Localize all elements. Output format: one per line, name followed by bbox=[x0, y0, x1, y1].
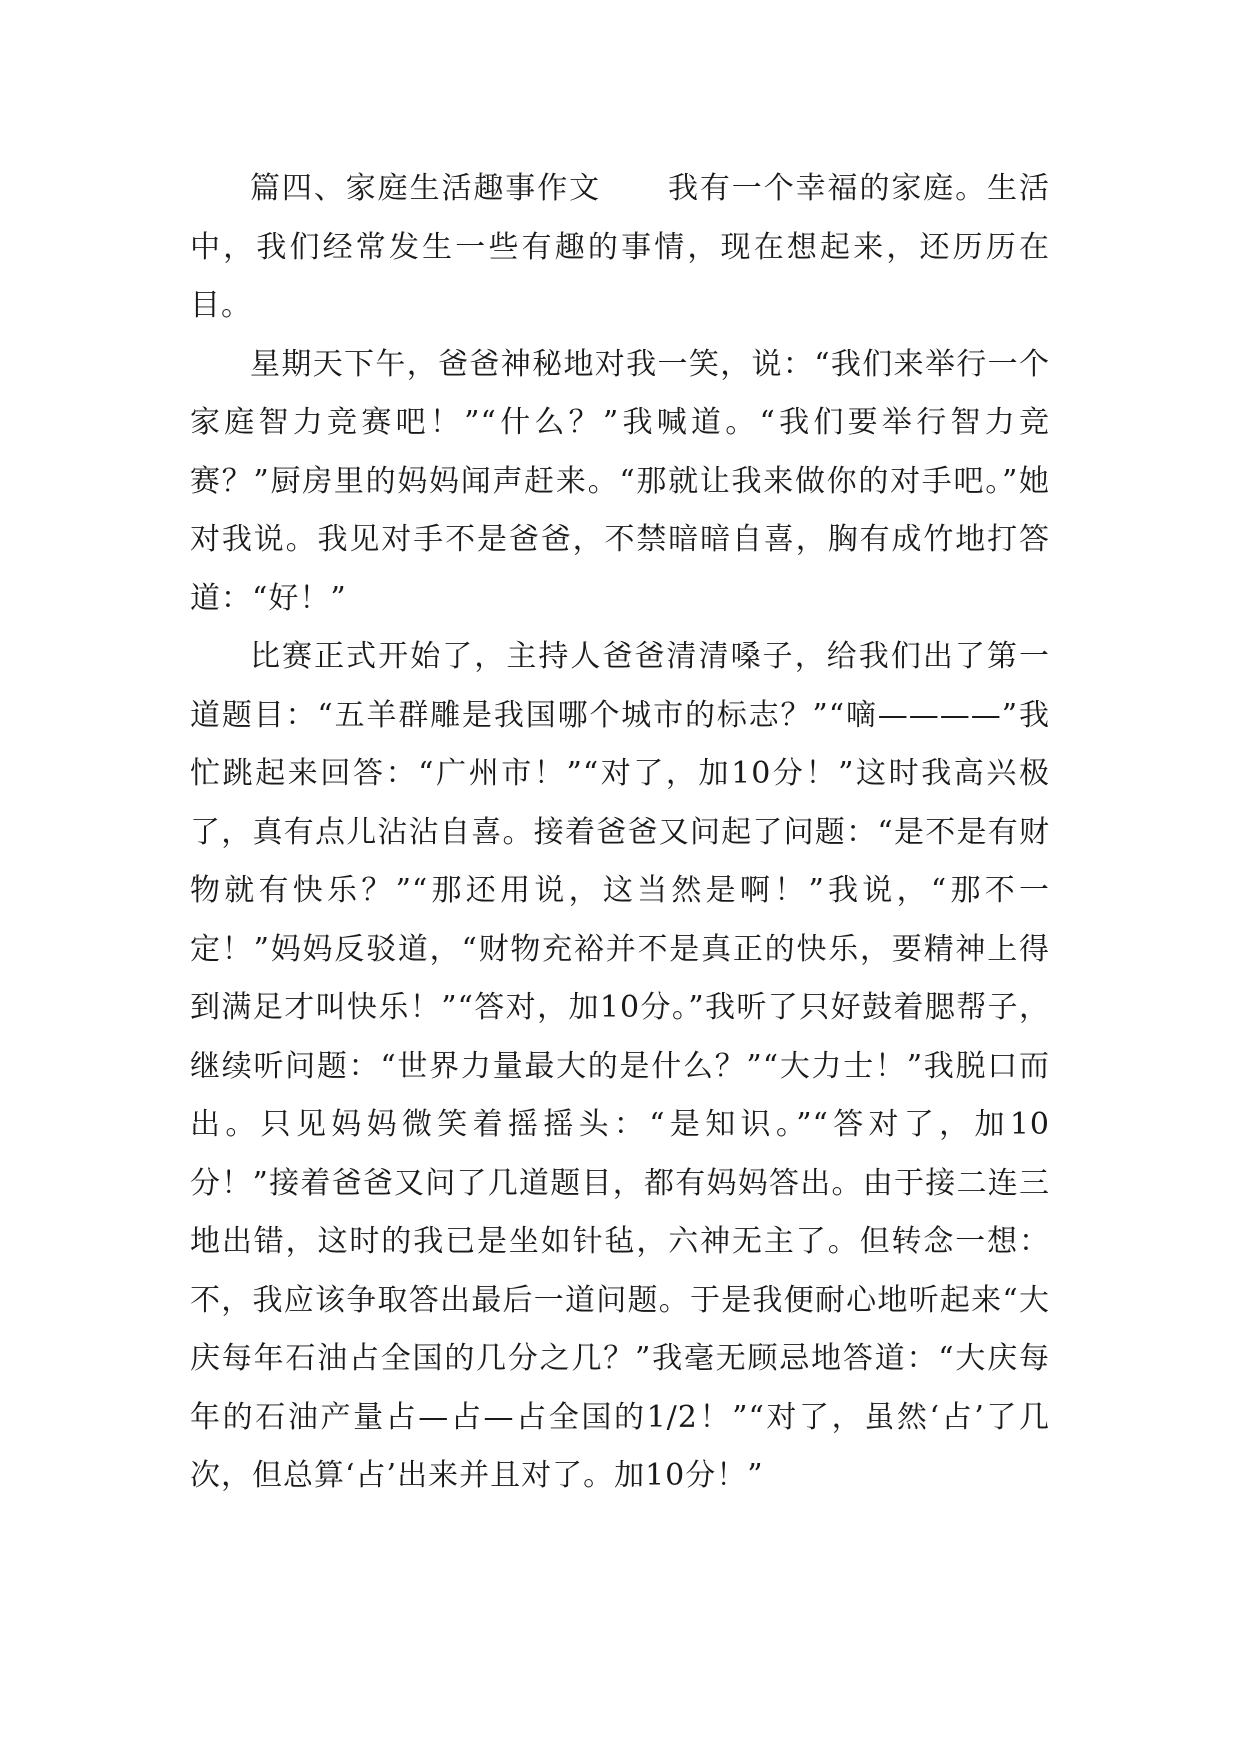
essay-heading: 篇四、家庭生活趣事作文 bbox=[250, 171, 602, 206]
essay-body bbox=[190, 160, 1050, 1506]
paragraph-contest-invite: 星期天下午，爸爸神秘地对我一笑，说：“我们来举行一个家庭智力竞赛吧！”“什么？”我喊道。“我们要举行智力竞赛？”厨房里的妈妈闻声赶来。“那就让我来做你的对手吧。”她对我说。我见对手不是爸爸，不禁暗暗自喜，胸有成竹地打答道：“好！” bbox=[190, 346, 1050, 616]
paragraph-contest-rounds: 比赛正式开始了，主持人爸爸清清嗓子，给我们出了第一道题目：“五羊群雕是我国哪个城市的标志？”“嘀————”我忙跳起来回答：“广州市！”“对了，加10分！”这时我高兴极了，真有点儿沾沾自喜。接着爸爸又问起了问题：“是不是有财物就有快乐？”“那还用说，这当然是啊！”我说，“那不一定！”妈妈反驳道，“财物充裕并不是真正的快乐，要精神上得到满足才叫快乐！”“答对，加10分。”我听了只好鼓着腮帮子，继续听问题：“世界力量最大的是什么？”“大力士！”我脱口而出。只见妈妈微笑着摇摇头：“是知识。”“答对了，加10分！”接着爸爸又问了几道题目，都有妈妈答出。由于接二连三地出错，这时的我已是坐如针毡，六神无主了。但转念一想：不，我应该争取答出最后一道问题。于是我便耐心地听起来“大庆每年石油占全国的几分之几？”我毫无顾忌地答道：“大庆每年的石油产量占—占—占全国的1/2！”“对了，虽然‘占’了几次，但总算‘占’出来并且对了。加10分！” bbox=[190, 639, 1050, 1493]
paragraph-intro bbox=[190, 160, 1050, 336]
paragraph-text: 我有一个幸福的家庭。生活中，我们经常发生一些有趣的事情，现在想起来，还历历在目。 bbox=[190, 171, 1051, 323]
